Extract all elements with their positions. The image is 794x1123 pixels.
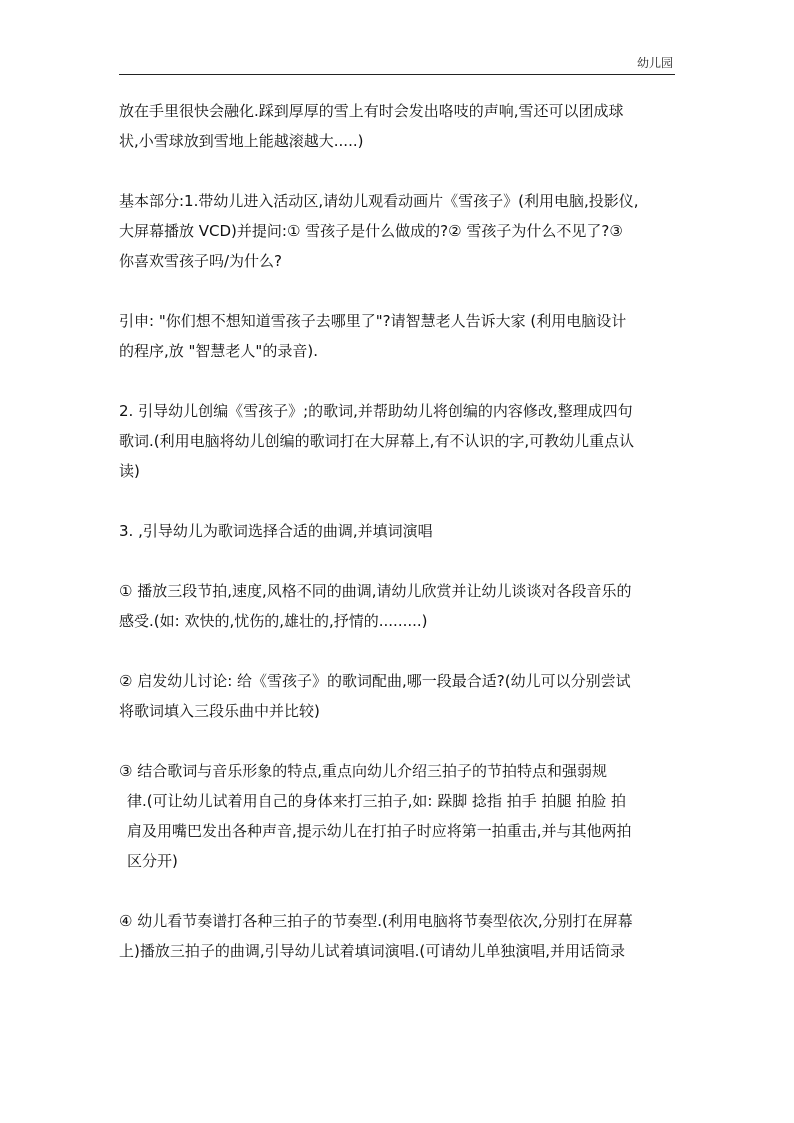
text-line: 状,小雪球放到雪地上能越滚越大.....) xyxy=(119,132,364,150)
paragraph xyxy=(119,576,681,636)
paragraph xyxy=(119,96,681,156)
text-line: 你喜欢雪孩子吗/为什么? xyxy=(119,252,283,270)
text-line: 区分开) xyxy=(127,852,178,870)
text-line: 的程序,放 "智慧老人"的录音). xyxy=(119,342,318,360)
text-line: 2. 引导幼儿创编《雪孩子》;的歌词,并帮助幼儿将创编的内容修改,整理成四句 xyxy=(119,402,633,420)
paragraph xyxy=(119,906,681,966)
text-line: 引申: "你们想不想知道雪孩子去哪里了"?请智慧老人告诉大家 (利用电脑设计 xyxy=(119,312,627,330)
text-line: 读) xyxy=(119,462,140,480)
text-line: ① 播放三段节拍,速度,风格不同的曲调,请幼儿欣赏并让幼儿谈谈对各段音乐的 xyxy=(119,582,632,600)
text-line: 3. ,引导幼儿为歌词选择合适的曲调,并填词演唱 xyxy=(119,522,433,540)
text-line: 肩及用嘴巴发出各种声音,提示幼儿在打拍子时应将第一拍重击,并与其他两拍 xyxy=(127,822,632,840)
text-line: 歌词.(利用电脑将幼儿创编的歌词打在大屏幕上,有不认识的字,可教幼儿重点认 xyxy=(119,432,635,450)
document-body xyxy=(119,96,681,996)
text-line: 基本部分:1.带幼儿进入活动区,请幼儿观看动画片《雪孩子》(利用电脑,投影仪, xyxy=(119,192,639,210)
paragraph xyxy=(119,666,681,726)
text-line: ② 启发幼儿讨论: 给《雪孩子》的歌词配曲,哪一段最合适?(幼儿可以分别尝试 xyxy=(119,672,631,690)
text-line: 上)播放三拍子的曲调,引导幼儿试着填词演唱.(可请幼儿单独演唱,并用话筒录 xyxy=(119,942,626,960)
paragraph xyxy=(119,396,681,486)
text-line: 放在手里很快会融化.踩到厚厚的雪上有时会发出咯吱的声响,雪还可以团成球 xyxy=(119,102,624,120)
text-line: 律.(可让幼儿试着用自己的身体来打三拍子,如: 跺脚 捻指 拍手 拍腿 拍脸 拍 xyxy=(127,792,627,810)
text-line: 大屏幕播放 VCD)并提问:① 雪孩子是什么做成的?② 雪孩子为什么不见了?③ xyxy=(119,222,623,240)
header-title: 幼儿园 xyxy=(636,56,673,70)
paragraph xyxy=(119,516,681,546)
text-line: ④ 幼儿看节奏谱打各种三拍子的节奏型.(利用电脑将节奏型依次,分别打在屏幕 xyxy=(119,912,633,930)
paragraph xyxy=(119,306,681,366)
paragraph xyxy=(119,756,681,876)
text-line: ③ 结合歌词与音乐形象的特点,重点向幼儿介绍三拍子的节拍特点和强弱规 xyxy=(119,762,607,780)
text-line: 感受.(如: 欢快的,忧伤的,雄壮的,抒情的.........) xyxy=(119,612,428,630)
text-line: 将歌词填入三段乐曲中并比较) xyxy=(119,702,320,720)
paragraph xyxy=(119,186,681,276)
page-header xyxy=(119,54,675,75)
